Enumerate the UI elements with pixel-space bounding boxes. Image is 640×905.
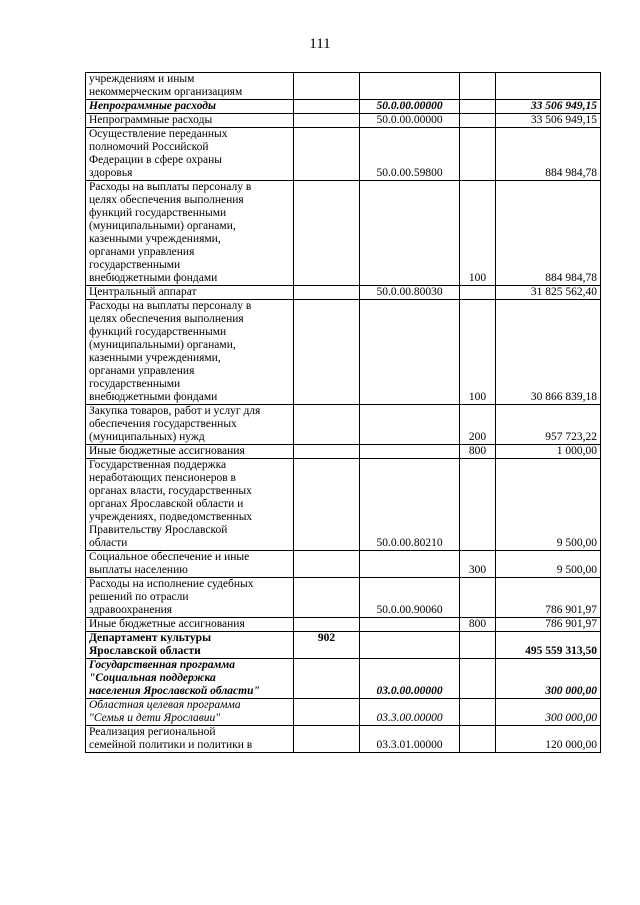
cell-code: 50.0.00.80030 (360, 286, 460, 300)
cell-sum: 33 506 949,15 (496, 114, 601, 128)
table-row (86, 726, 601, 753)
table-row (86, 73, 601, 100)
cell-sum: 495 559 313,50 (496, 632, 601, 659)
cell-name: Расходы на выплаты персоналу в целях обеспечения выполнения функций государственными (муниципальными) органами, казенными учреждениями, органами управления государственными внебюджетными фондами (86, 181, 294, 286)
cell-sum: 300 000,00 (496, 659, 601, 699)
cell-vr (460, 699, 496, 726)
cell-name: Иные бюджетные ассигнования (86, 445, 294, 459)
cell-name: Реализация региональной семейной политики и политики в (86, 726, 294, 753)
cell-vr (460, 578, 496, 618)
cell-sum: 786 901,97 (496, 618, 601, 632)
cell-vr (460, 459, 496, 551)
cell-sum: 9 500,00 (496, 551, 601, 578)
cell-dept (294, 100, 360, 114)
cell-dept (294, 726, 360, 753)
cell-vr (460, 114, 496, 128)
cell-name: Закупка товаров, работ и услуг для обеспечения государственных (муниципальных) нужд (86, 405, 294, 445)
cell-sum: 957 723,22 (496, 405, 601, 445)
cell-vr: 800 (460, 618, 496, 632)
cell-vr (460, 128, 496, 181)
cell-dept (294, 405, 360, 445)
cell-dept (294, 286, 360, 300)
cell-code: 03.0.00.00000 (360, 659, 460, 699)
budget-table-body (86, 73, 601, 753)
cell-name: Непрограммные расходы (86, 114, 294, 128)
cell-vr (460, 659, 496, 699)
cell-dept (294, 459, 360, 551)
cell-vr: 300 (460, 551, 496, 578)
cell-code: 03.3.00.00000 (360, 699, 460, 726)
cell-code: 50.0.00.00000 (360, 100, 460, 114)
cell-vr: 100 (460, 181, 496, 286)
cell-sum: 33 506 949,15 (496, 100, 601, 114)
cell-name: Центральный аппарат (86, 286, 294, 300)
table-row (86, 445, 601, 459)
table-row (86, 128, 601, 181)
table-row (86, 578, 601, 618)
table-row (86, 459, 601, 551)
cell-sum: 9 500,00 (496, 459, 601, 551)
table-row (86, 618, 601, 632)
cell-sum: 120 000,00 (496, 726, 601, 753)
table-row (86, 100, 601, 114)
cell-vr: 100 (460, 300, 496, 405)
cell-name: Расходы на выплаты персоналу в целях обеспечения выполнения функций государственными (муниципальными) органами, казенными учреждениями, органами управления государственными внебюджетными фондами (86, 300, 294, 405)
cell-dept (294, 618, 360, 632)
cell-dept (294, 128, 360, 181)
cell-dept (294, 659, 360, 699)
table-row (86, 286, 601, 300)
page-number: 111 (309, 36, 331, 52)
cell-code: 50.0.00.59800 (360, 128, 460, 181)
cell-code: 03.3.01.00000 (360, 726, 460, 753)
cell-sum: 884 984,78 (496, 128, 601, 181)
cell-code (360, 445, 460, 459)
cell-dept (294, 699, 360, 726)
cell-name: Социальное обеспечение и иные выплаты населению (86, 551, 294, 578)
cell-vr: 200 (460, 405, 496, 445)
table-row (86, 699, 601, 726)
cell-name: Расходы на исполнение судебных решений по отрасли здравоохранения (86, 578, 294, 618)
cell-name: Государственная программа "Социальная поддержка населения Ярославской области" (86, 659, 294, 699)
cell-vr (460, 286, 496, 300)
table-row (86, 181, 601, 286)
table-row (86, 632, 601, 659)
cell-vr (460, 73, 496, 100)
cell-dept (294, 114, 360, 128)
cell-sum: 30 866 839,18 (496, 300, 601, 405)
cell-code (360, 632, 460, 659)
cell-dept (294, 300, 360, 405)
cell-name: Областная целевая программа "Семья и дети Ярославии" (86, 699, 294, 726)
budget-table (85, 72, 601, 753)
cell-name: Непрограммные расходы (86, 100, 294, 114)
cell-code (360, 300, 460, 405)
cell-dept (294, 73, 360, 100)
table-row (86, 300, 601, 405)
cell-sum: 1 000,00 (496, 445, 601, 459)
cell-vr: 800 (460, 445, 496, 459)
table-row (86, 659, 601, 699)
cell-sum: 786 901,97 (496, 578, 601, 618)
cell-sum (496, 73, 601, 100)
cell-name: учреждениям и иным некоммерческим организациям (86, 73, 294, 100)
cell-code (360, 551, 460, 578)
cell-dept: 902 (294, 632, 360, 659)
cell-code (360, 618, 460, 632)
cell-code: 50.0.00.80210 (360, 459, 460, 551)
cell-sum: 31 825 562,40 (496, 286, 601, 300)
cell-dept (294, 578, 360, 618)
cell-dept (294, 551, 360, 578)
cell-code (360, 73, 460, 100)
cell-name: Иные бюджетные ассигнования (86, 618, 294, 632)
cell-code (360, 181, 460, 286)
cell-name: Осуществление переданных полномочий Российской Федерации в сфере охраны здоровья (86, 128, 294, 181)
table-row (86, 551, 601, 578)
table-row (86, 405, 601, 445)
cell-code (360, 405, 460, 445)
cell-vr (460, 726, 496, 753)
cell-vr (460, 100, 496, 114)
cell-sum: 300 000,00 (496, 699, 601, 726)
cell-code: 50.0.00.00000 (360, 114, 460, 128)
cell-name: Государственная поддержка неработающих пенсионеров в органах власти, государственных органах Ярославской области и учреждениях, подведомственных Правительству Ярославской области (86, 459, 294, 551)
cell-code: 50.0.00.90060 (360, 578, 460, 618)
cell-dept (294, 445, 360, 459)
cell-sum: 884 984,78 (496, 181, 601, 286)
table-row (86, 114, 601, 128)
cell-dept (294, 181, 360, 286)
cell-vr (460, 632, 496, 659)
cell-name: Департамент культуры Ярославской области (86, 632, 294, 659)
